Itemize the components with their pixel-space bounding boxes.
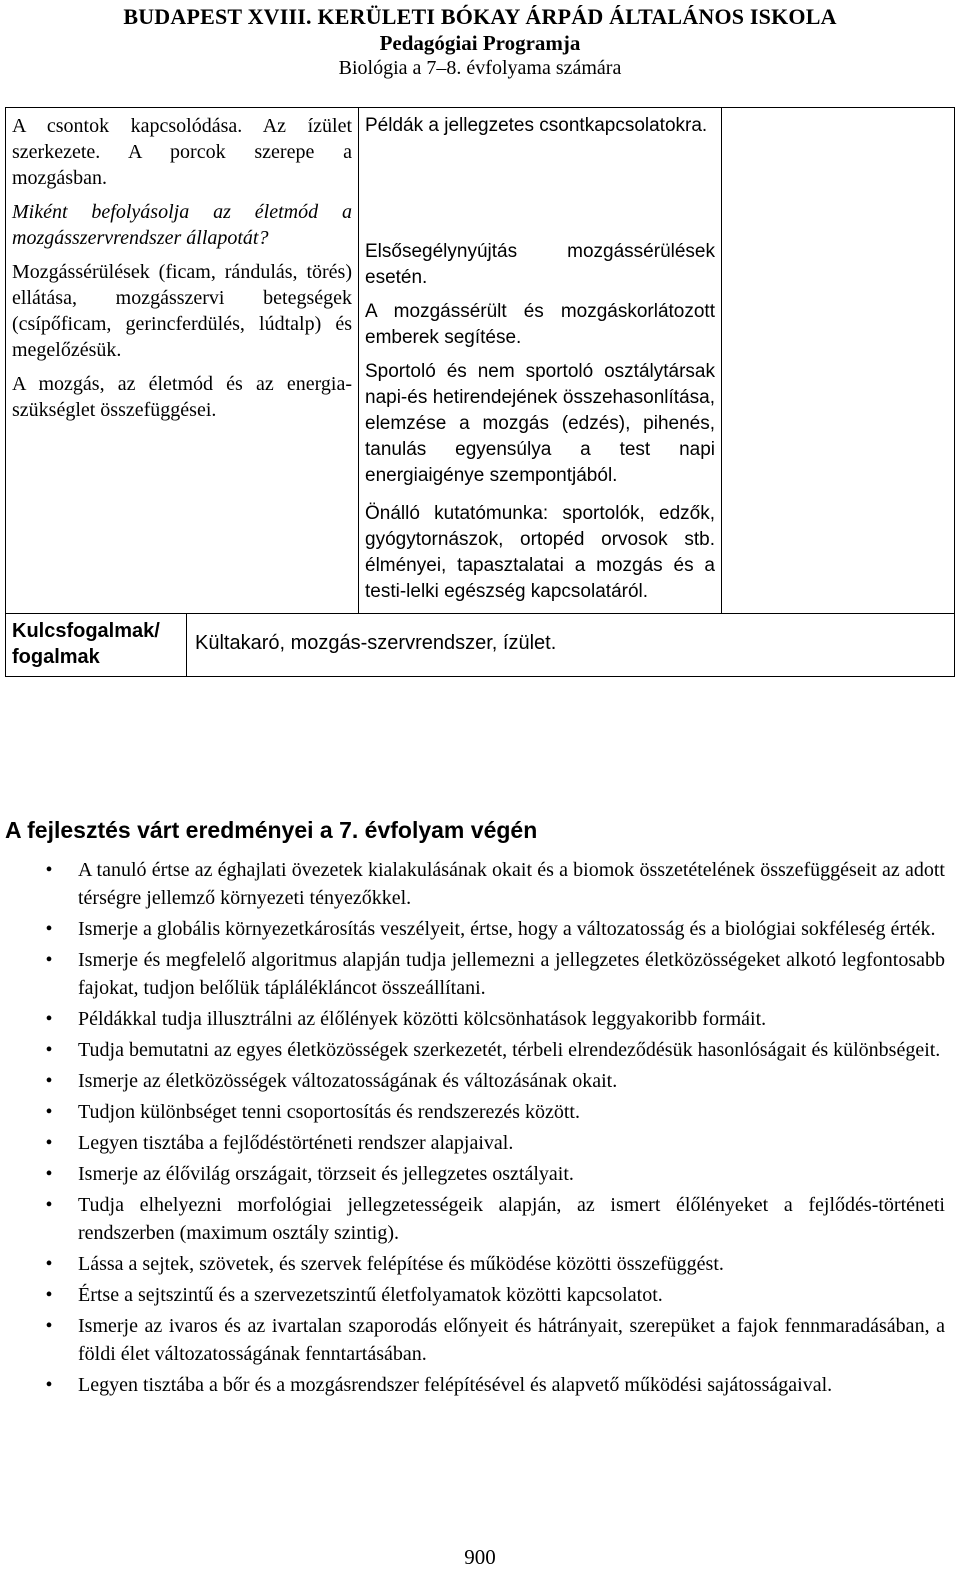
topic-lifestyle-question: Miként befolyásolja az életmód a mozgásszervrendszer állapotát? (12, 201, 352, 249)
bullet-icon: • (45, 859, 53, 881)
key-concepts-inner-table (6, 614, 954, 676)
result-text: Ismerje a globális környezetkárosítás veszélyeit, értse, hogy a változatosság és a biológiai sokféleség érték. (78, 918, 936, 940)
school-name: BUDAPEST XVIII. KERÜLETI BÓKAY ÁRPÁD ÁLTALÁNOS ISKOLA (123, 4, 837, 29)
page-header (0, 4, 960, 80)
key-concepts-row (6, 614, 955, 677)
result-item (0, 1250, 945, 1278)
activity-first-aid: Elsősegélynyújtás mozgássérülések esetén. (365, 241, 715, 288)
bullet-icon: • (45, 949, 53, 971)
bullet-icon: • (45, 1315, 53, 1337)
result-item (0, 1098, 945, 1126)
result-text: Ismerje az életközösségek változatosságának és változásának okait. (78, 1070, 618, 1092)
bullet-icon: • (45, 1039, 53, 1061)
results-list (0, 856, 945, 1402)
result-text: Ismerje az ivaros és az ivartalan szaporodás előnyeit és hátrányait, szerepüket a fajok fennmaradásában, a földi élet változatosságának fenntartásában. (78, 1315, 945, 1365)
page-number: 900 (464, 1545, 496, 1569)
content-row (6, 108, 955, 614)
result-item (0, 1191, 945, 1247)
key-label-line2: fogalmak (12, 646, 100, 668)
result-text: Tudjon különbséget tenni csoportosítás és rendszerezés között. (78, 1101, 580, 1123)
result-text: Lássa a sejtek, szövetek, és szervek felépítése és működése közötti összefüggést. (78, 1253, 724, 1275)
result-text: Legyen tisztába a bőr és a mozgásrendszer felépítésével és alapvető működési sajátosságaival. (78, 1374, 833, 1396)
program-title: Pedagógiai Programja (379, 31, 581, 55)
result-item (0, 1371, 945, 1399)
topic-energy: A mozgás, az életmód és az energia-szükséglet összefüggései. (12, 373, 352, 421)
bullet-icon: • (45, 1132, 53, 1154)
topics-cell (6, 108, 359, 614)
subject-line: Biológia a 7–8. évfolyama számára (338, 57, 622, 79)
bullet-icon: • (45, 1101, 53, 1123)
result-text: Ismerje az élővilág országait, törzseit és jellegzetes osztályait. (78, 1163, 574, 1185)
activity-research: Önálló kutatómunka: sportolók, edzők, gyógytornászok, ortopéd orvosok stb. élményei, tapasztalatai a mozgás és a testi-lelki egészség kapcsolatáról. (365, 503, 715, 602)
bullet-icon: • (45, 1284, 53, 1306)
activity-comparison: Sportoló és nem sportoló osztálytársak napi-és hetirendejének összehasonlítása, elemzése a mozgás (edzés), pihenés, tanulás egyensúlya a test napi energiaigénye szempontjából. (365, 361, 715, 486)
result-item (0, 1067, 945, 1095)
result-text: Tudja elhelyezni morfológiai jellegzetességeik alapján, az ismert élőlényeket a fejlődés-történeti rendszerben (maximum osztály szintig). (78, 1194, 945, 1244)
bullet-icon: • (45, 1253, 53, 1275)
result-item (0, 1005, 945, 1033)
key-label-line1: Kulcsfogalmak/ (12, 620, 160, 642)
result-item (0, 1036, 945, 1064)
result-item (0, 946, 945, 1002)
activity-examples: Példák a jellegzetes csontkapcsolatokra. (365, 115, 708, 136)
result-text: Legyen tisztába a fejlődéstörténeti rendszer alapjaival. (78, 1132, 514, 1154)
result-item (0, 1160, 945, 1188)
key-concepts-container (6, 614, 955, 677)
key-concepts-inner-row (6, 614, 954, 676)
curriculum-table (5, 107, 955, 677)
bullet-icon: • (45, 918, 53, 940)
key-concepts-label (6, 614, 187, 676)
activity-helping: A mozgássérült és mozgáskorlátozott emberek segítése. (365, 301, 715, 348)
bullet-icon: • (45, 1070, 53, 1092)
section-title: A fejlesztés várt eredményei a 7. évfolyam végén (5, 817, 538, 843)
empty-cell (722, 108, 955, 614)
result-text: Ismerje és megfelelő algoritmus alapján tudja jellemezni a jellegzetes életközösségeket alkotó legfontosabb fajokat, tudjon belőlük táplálékláncot összeállítani. (78, 949, 945, 999)
result-item (0, 915, 945, 943)
bullet-icon: • (45, 1163, 53, 1185)
result-text: Példákkal tudja illusztrálni az élőlények közötti kölcsönhatások leggyakoribb formáit. (78, 1008, 767, 1030)
bullet-icon: • (45, 1374, 53, 1396)
result-item (0, 1129, 945, 1157)
result-item (0, 1281, 945, 1309)
activities-cell (359, 108, 722, 614)
key-concepts-value: Kültakaró, mozgás-szervrendszer, ízület. (195, 632, 557, 654)
result-item (0, 856, 945, 912)
result-item (0, 1312, 945, 1368)
result-text: Tudja bemutatni az egyes életközösségek szerkezetét, térbeli elrendeződésük hasonlóságait és különbségeit. (78, 1039, 941, 1061)
topic-injuries: Mozgássérülések (ficam, rándulás, törés) ellátása, mozgásszervi betegségek (csípőficam, gerincferdülés, lúdtalp) és megelőzésük. (12, 261, 352, 361)
topic-joints: A csontok kapcsolódása. Az ízület szerkezete. A porcok szerepe a mozgásban. (12, 115, 352, 189)
result-text: Értse a sejtszintű és a szervezetszintű életfolyamatok közötti kapcsolatot. (78, 1284, 663, 1306)
bullet-icon: • (45, 1008, 53, 1030)
bullet-icon: • (45, 1194, 53, 1216)
result-text: A tanuló értse az éghajlati övezetek kialakulásának okait és a biomok összetételének összefüggéseit az adott térségre jellemző környezeti tényezőkkel. (78, 859, 945, 909)
